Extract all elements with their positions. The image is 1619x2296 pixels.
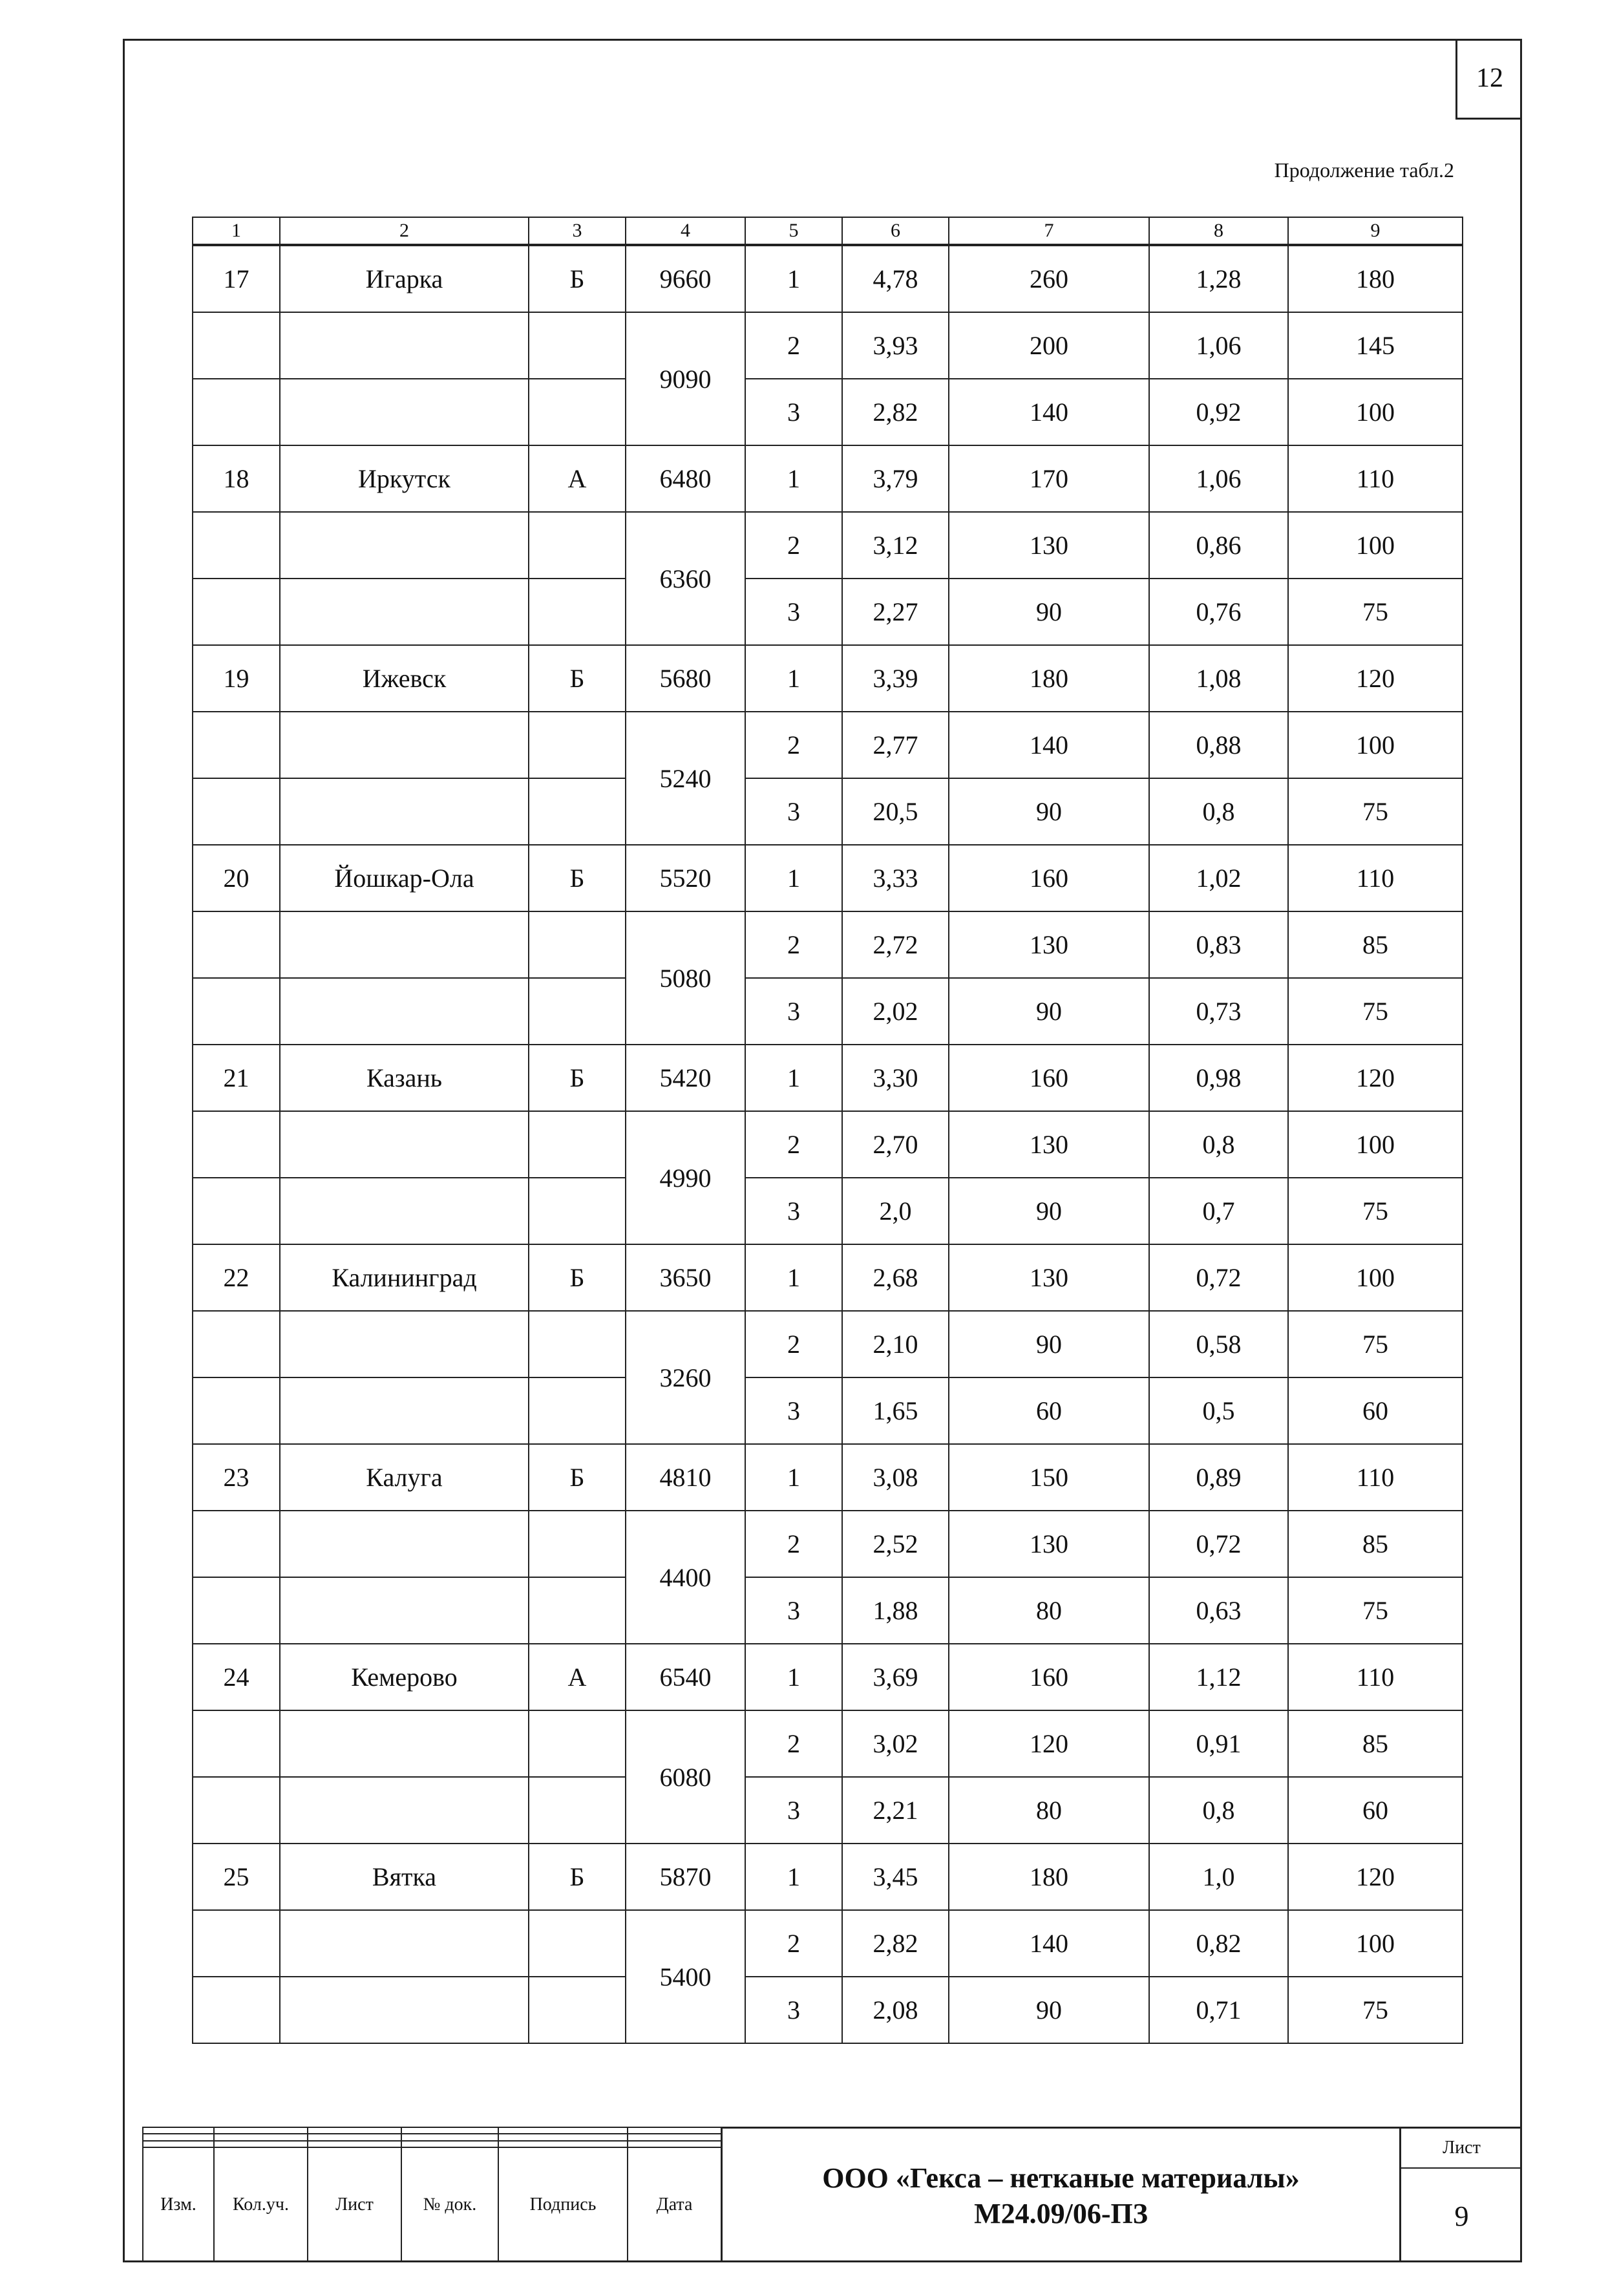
pipe-number: 2	[745, 1311, 842, 1377]
value-col4: 5420	[626, 1045, 745, 1111]
empty-cell	[193, 712, 280, 778]
value-col7: 160	[949, 1045, 1149, 1111]
pipe-number: 3	[745, 1178, 842, 1244]
empty-cell	[529, 1577, 626, 1644]
empty-cell	[280, 911, 529, 978]
value-col7: 80	[949, 1777, 1149, 1844]
empty-cell	[529, 778, 626, 845]
table-row	[193, 1977, 1463, 2043]
value-col9: 100	[1288, 1910, 1463, 1977]
pipe-number: 1	[745, 845, 842, 911]
value-col9: 120	[1288, 1844, 1463, 1910]
value-col7: 130	[949, 1244, 1149, 1311]
value-col8: 0,73	[1149, 978, 1288, 1045]
sheet-number: 9	[1454, 2200, 1469, 2232]
empty-cell	[529, 512, 626, 579]
value-col8: 1,06	[1149, 312, 1288, 379]
value-col8: 1,28	[1149, 245, 1288, 312]
empty-cell	[280, 379, 529, 445]
pipe-number: 3	[745, 1977, 842, 2043]
title-block	[142, 2127, 1522, 2262]
value-col4: 3650	[626, 1244, 745, 1311]
empty-cell	[529, 1910, 626, 1977]
value-col6: 3,02	[842, 1710, 949, 1777]
zone-code: А	[529, 1644, 626, 1710]
pipe-number: 3	[745, 778, 842, 845]
value-col8: 0,92	[1149, 379, 1288, 445]
table-row	[193, 1377, 1463, 1444]
empty-cell	[193, 911, 280, 978]
value-col8: 1,12	[1149, 1644, 1288, 1710]
value-col4: 6480	[626, 445, 745, 512]
value-col7: 90	[949, 1977, 1149, 2043]
value-col9: 75	[1288, 1577, 1463, 1644]
value-col8: 0,76	[1149, 579, 1288, 645]
value-col6: 3,79	[842, 445, 949, 512]
zone-code: Б	[529, 845, 626, 911]
value-col6: 2,72	[842, 911, 949, 978]
empty-cell	[193, 1311, 280, 1377]
table-row	[193, 1111, 1463, 1178]
value-col7: 90	[949, 1178, 1149, 1244]
value-col6: 3,33	[842, 845, 949, 911]
column-header: 6	[842, 217, 949, 245]
empty-cell	[529, 1511, 626, 1577]
pipe-number: 2	[745, 1710, 842, 1777]
row-number: 17	[193, 245, 280, 312]
value-col9: 75	[1288, 579, 1463, 645]
value-col7: 160	[949, 1644, 1149, 1710]
table-row	[193, 512, 1463, 579]
value-col9: 110	[1288, 845, 1463, 911]
value-col6: 2,77	[842, 712, 949, 778]
row-number: 18	[193, 445, 280, 512]
pipe-number: 1	[745, 1844, 842, 1910]
empty-cell	[280, 312, 529, 379]
value-col6: 2,27	[842, 579, 949, 645]
pipe-number: 1	[745, 1045, 842, 1111]
value-col4: 5080	[626, 911, 745, 1045]
zone-code: Б	[529, 1444, 626, 1511]
value-col7: 140	[949, 1910, 1149, 1977]
empty-cell	[280, 712, 529, 778]
empty-cell	[280, 1377, 529, 1444]
revision-label: Изм.	[143, 2147, 214, 2262]
value-col6: 20,5	[842, 778, 949, 845]
table-row	[193, 445, 1463, 512]
column-header: 4	[626, 217, 745, 245]
value-col7: 130	[949, 911, 1149, 978]
continuation-label: Продолжение табл.2	[1274, 158, 1454, 182]
empty-cell	[193, 978, 280, 1045]
empty-cell	[529, 911, 626, 978]
empty-cell	[280, 778, 529, 845]
pipe-number: 3	[745, 579, 842, 645]
pipe-number: 3	[745, 1777, 842, 1844]
value-col8: 0,5	[1149, 1377, 1288, 1444]
value-col8: 0,7	[1149, 1178, 1288, 1244]
row-number: 25	[193, 1844, 280, 1910]
company-name: ООО «Гекса – нетканые материалы»	[822, 2162, 1300, 2194]
table-row	[193, 911, 1463, 978]
row-number: 22	[193, 1244, 280, 1311]
value-col6: 2,82	[842, 379, 949, 445]
value-col4: 6360	[626, 512, 745, 645]
row-number: 19	[193, 645, 280, 712]
table-row	[193, 1710, 1463, 1777]
table-row	[193, 1777, 1463, 1844]
pipe-number: 1	[745, 1644, 842, 1710]
value-col9: 75	[1288, 978, 1463, 1045]
value-col9: 110	[1288, 1644, 1463, 1710]
empty-cell	[280, 978, 529, 1045]
value-col7: 60	[949, 1377, 1149, 1444]
table-row	[193, 579, 1463, 645]
value-col9: 100	[1288, 712, 1463, 778]
table-row	[193, 379, 1463, 445]
value-col8: 0,98	[1149, 1045, 1288, 1111]
value-col7: 90	[949, 579, 1149, 645]
value-col4: 4400	[626, 1511, 745, 1644]
table-row	[193, 312, 1463, 379]
empty-cell	[280, 579, 529, 645]
value-col7: 140	[949, 379, 1149, 445]
value-col4: 4810	[626, 1444, 745, 1511]
table-row	[193, 778, 1463, 845]
value-col6: 3,12	[842, 512, 949, 579]
empty-cell	[529, 978, 626, 1045]
pipe-number: 3	[745, 978, 842, 1045]
value-col8: 0,71	[1149, 1977, 1288, 2043]
city-name: Калуга	[280, 1444, 529, 1511]
value-col7: 130	[949, 1111, 1149, 1178]
pipe-number: 2	[745, 512, 842, 579]
revision-grid	[142, 2127, 722, 2262]
value-col6: 3,93	[842, 312, 949, 379]
value-col9: 120	[1288, 1045, 1463, 1111]
empty-cell	[280, 1311, 529, 1377]
value-col9: 75	[1288, 1977, 1463, 2043]
value-col7: 90	[949, 778, 1149, 845]
empty-cell	[529, 1377, 626, 1444]
value-col9: 85	[1288, 911, 1463, 978]
value-col4: 9090	[626, 312, 745, 445]
empty-cell	[193, 1710, 280, 1777]
pipe-number: 1	[745, 645, 842, 712]
value-col9: 75	[1288, 1178, 1463, 1244]
table-row	[193, 1844, 1463, 1910]
zone-code: Б	[529, 645, 626, 712]
value-col7: 170	[949, 445, 1149, 512]
value-col8: 0,8	[1149, 1111, 1288, 1178]
zone-code: Б	[529, 1844, 626, 1910]
table-row	[193, 1644, 1463, 1710]
empty-cell	[280, 1178, 529, 1244]
value-col4: 6080	[626, 1710, 745, 1844]
table-row	[193, 1444, 1463, 1511]
city-name: Игарка	[280, 245, 529, 312]
empty-cell	[193, 1511, 280, 1577]
value-col8: 1,02	[1149, 845, 1288, 911]
table-row	[193, 1244, 1463, 1311]
table-header-row	[193, 217, 1463, 245]
revision-label: Кол.уч.	[214, 2147, 308, 2262]
empty-cell	[529, 579, 626, 645]
value-col8: 1,0	[1149, 1844, 1288, 1910]
pipe-number: 1	[745, 445, 842, 512]
city-name: Иркутск	[280, 445, 529, 512]
value-col8: 0,89	[1149, 1444, 1288, 1511]
zone-code: Б	[529, 1244, 626, 1311]
empty-cell	[529, 1311, 626, 1377]
value-col9: 100	[1288, 1111, 1463, 1178]
revision-label: № док.	[401, 2147, 498, 2262]
value-col8: 0,91	[1149, 1710, 1288, 1777]
page-number: 12	[1455, 39, 1522, 120]
empty-cell	[280, 1710, 529, 1777]
table-row	[193, 845, 1463, 911]
value-col7: 160	[949, 845, 1149, 911]
value-col8: 0,58	[1149, 1311, 1288, 1377]
empty-cell	[193, 1111, 280, 1178]
value-col9: 85	[1288, 1710, 1463, 1777]
value-col4: 9660	[626, 245, 745, 312]
sheet-box	[1399, 2127, 1522, 2262]
empty-cell	[529, 312, 626, 379]
revision-label: Лист	[308, 2147, 401, 2262]
value-col6: 1,65	[842, 1377, 949, 1444]
column-header: 5	[745, 217, 842, 245]
value-col8: 1,06	[1149, 445, 1288, 512]
value-col7: 130	[949, 512, 1149, 579]
value-col6: 2,68	[842, 1244, 949, 1311]
empty-cell	[193, 579, 280, 645]
value-col6: 3,39	[842, 645, 949, 712]
value-col9: 85	[1288, 1511, 1463, 1577]
empty-cell	[193, 312, 280, 379]
empty-cell	[193, 512, 280, 579]
value-col4: 5680	[626, 645, 745, 712]
value-col7: 120	[949, 1710, 1149, 1777]
zone-code: Б	[529, 1045, 626, 1111]
value-col9: 110	[1288, 1444, 1463, 1511]
pipe-number: 2	[745, 1511, 842, 1577]
pipe-number: 1	[745, 1444, 842, 1511]
value-col7: 150	[949, 1444, 1149, 1511]
table-row	[193, 1045, 1463, 1111]
empty-cell	[280, 1111, 529, 1178]
pipe-number: 2	[745, 712, 842, 778]
value-col6: 3,45	[842, 1844, 949, 1910]
value-col6: 2,70	[842, 1111, 949, 1178]
empty-cell	[193, 379, 280, 445]
empty-cell	[529, 1977, 626, 2043]
empty-cell	[280, 1777, 529, 1844]
value-col7: 140	[949, 712, 1149, 778]
pipe-number: 3	[745, 1577, 842, 1644]
row-number: 20	[193, 845, 280, 911]
value-col8: 0,63	[1149, 1577, 1288, 1644]
empty-cell	[193, 1377, 280, 1444]
revision-labels-row	[143, 2147, 721, 2262]
value-col9: 100	[1288, 512, 1463, 579]
sheet-label: Лист	[1401, 2129, 1522, 2169]
column-header: 9	[1288, 217, 1463, 245]
empty-cell	[193, 1178, 280, 1244]
value-col4: 5520	[626, 845, 745, 911]
value-col9: 75	[1288, 778, 1463, 845]
column-header: 3	[529, 217, 626, 245]
city-name: Казань	[280, 1045, 529, 1111]
pipe-number: 3	[745, 1377, 842, 1444]
table-row	[193, 978, 1463, 1045]
value-col6: 4,78	[842, 245, 949, 312]
value-col8: 0,86	[1149, 512, 1288, 579]
city-name: Кемерово	[280, 1644, 529, 1710]
value-col9: 180	[1288, 245, 1463, 312]
value-col9: 145	[1288, 312, 1463, 379]
value-col6: 2,08	[842, 1977, 949, 2043]
empty-cell	[193, 1977, 280, 2043]
value-col8: 0,72	[1149, 1244, 1288, 1311]
value-col7: 80	[949, 1577, 1149, 1644]
pipe-number: 3	[745, 379, 842, 445]
pipe-number: 2	[745, 1111, 842, 1178]
row-number: 23	[193, 1444, 280, 1511]
city-name: Йошкар-Ола	[280, 845, 529, 911]
value-col7: 260	[949, 245, 1149, 312]
row-number: 24	[193, 1644, 280, 1710]
value-col8: 0,83	[1149, 911, 1288, 978]
pipe-number: 1	[745, 245, 842, 312]
pipe-number: 2	[745, 911, 842, 978]
empty-cell	[529, 1111, 626, 1178]
value-col6: 2,82	[842, 1910, 949, 1977]
table-row	[193, 1311, 1463, 1377]
value-col6: 2,02	[842, 978, 949, 1045]
value-col8: 1,08	[1149, 645, 1288, 712]
empty-cell	[193, 1777, 280, 1844]
revision-label: Подпись	[498, 2147, 628, 2262]
value-col8: 0,88	[1149, 712, 1288, 778]
table-row	[193, 712, 1463, 778]
city-name: Вятка	[280, 1844, 529, 1910]
value-col8: 0,82	[1149, 1910, 1288, 1977]
value-col7: 180	[949, 1844, 1149, 1910]
pipe-number: 1	[745, 1244, 842, 1311]
value-col4: 5240	[626, 712, 745, 845]
value-col9: 110	[1288, 445, 1463, 512]
table-row	[193, 1910, 1463, 1977]
value-col4: 6540	[626, 1644, 745, 1710]
empty-cell	[529, 379, 626, 445]
column-header: 8	[1149, 217, 1288, 245]
value-col7: 200	[949, 312, 1149, 379]
column-header: 1	[193, 217, 280, 245]
value-col8: 0,8	[1149, 778, 1288, 845]
column-header: 2	[280, 217, 529, 245]
table-row	[193, 1178, 1463, 1244]
value-col6: 2,10	[842, 1311, 949, 1377]
value-col4: 3260	[626, 1311, 745, 1444]
revision-label: Дата	[628, 2147, 721, 2262]
value-col6: 1,88	[842, 1577, 949, 1644]
empty-cell	[280, 1910, 529, 1977]
value-col9: 100	[1288, 1244, 1463, 1311]
table-row	[193, 645, 1463, 712]
table-row	[193, 245, 1463, 312]
pipe-number: 2	[745, 1910, 842, 1977]
city-name: Калининград	[280, 1244, 529, 1311]
value-col7: 130	[949, 1511, 1149, 1577]
value-col9: 100	[1288, 379, 1463, 445]
empty-cell	[193, 1910, 280, 1977]
empty-cell	[529, 1178, 626, 1244]
document-code: М24.09/06-ПЗ	[974, 2197, 1148, 2229]
empty-cell	[280, 1511, 529, 1577]
climate-data-table	[192, 217, 1463, 2044]
empty-cell	[529, 1710, 626, 1777]
zone-code: А	[529, 445, 626, 512]
city-name: Ижевск	[280, 645, 529, 712]
value-col8: 0,8	[1149, 1777, 1288, 1844]
pipe-number: 2	[745, 312, 842, 379]
value-col7: 180	[949, 645, 1149, 712]
value-col9: 60	[1288, 1777, 1463, 1844]
column-header: 7	[949, 217, 1149, 245]
value-col4: 5870	[626, 1844, 745, 1910]
stamp-title	[721, 2127, 1399, 2262]
value-col6: 3,69	[842, 1644, 949, 1710]
value-col4: 5400	[626, 1910, 745, 2043]
empty-cell	[280, 1977, 529, 2043]
table-row	[193, 1511, 1463, 1577]
empty-cell	[280, 512, 529, 579]
empty-cell	[193, 1577, 280, 1644]
value-col6: 2,52	[842, 1511, 949, 1577]
value-col6: 3,08	[842, 1444, 949, 1511]
empty-cell	[280, 1577, 529, 1644]
value-col9: 120	[1288, 645, 1463, 712]
value-col7: 90	[949, 978, 1149, 1045]
value-col6: 2,21	[842, 1777, 949, 1844]
zone-code: Б	[529, 245, 626, 312]
value-col7: 90	[949, 1311, 1149, 1377]
value-col4: 4990	[626, 1111, 745, 1244]
empty-cell	[529, 712, 626, 778]
value-col9: 75	[1288, 1311, 1463, 1377]
empty-cell	[529, 1777, 626, 1844]
value-col8: 0,72	[1149, 1511, 1288, 1577]
value-col9: 60	[1288, 1377, 1463, 1444]
empty-cell	[193, 778, 280, 845]
table-row	[193, 1577, 1463, 1644]
value-col6: 3,30	[842, 1045, 949, 1111]
row-number: 21	[193, 1045, 280, 1111]
value-col6: 2,0	[842, 1178, 949, 1244]
